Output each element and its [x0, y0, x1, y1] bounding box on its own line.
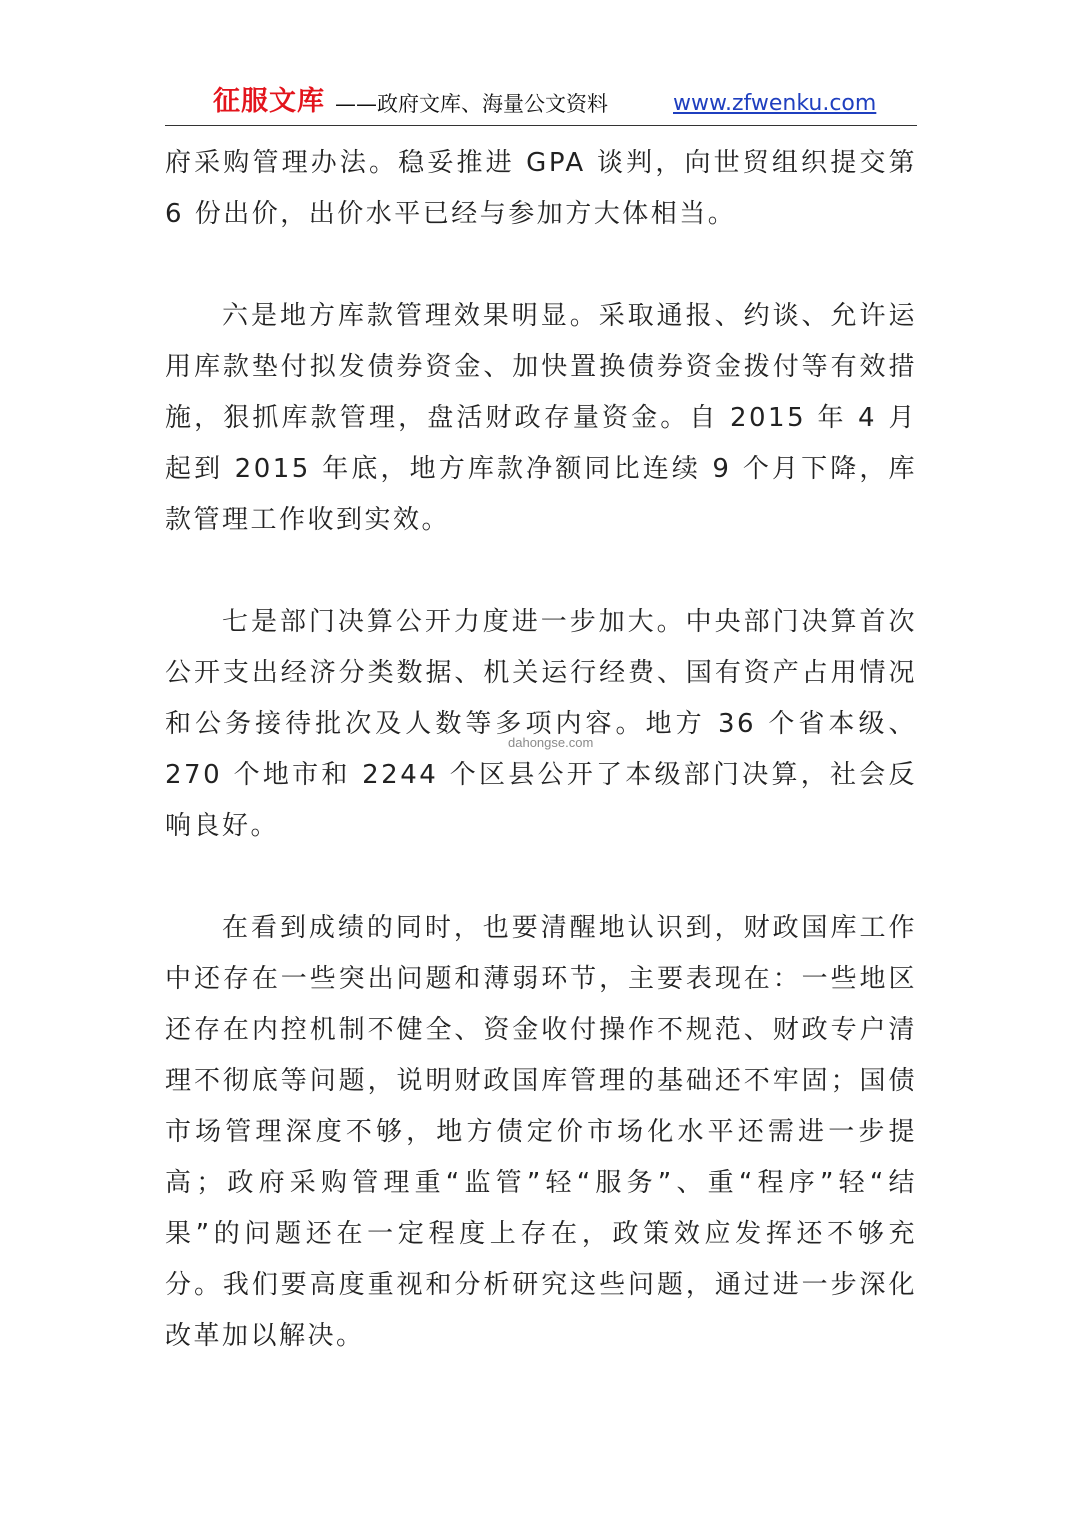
paragraph-treasury-cash: 六是地方库款管理效果明显。采取通报、约谈、允许运用库款垫付拟发债券资金、加快置换债券资金拨付等有效措施，狠抓库款管理，盘活财政存量资金。自 2015 年 4 月起到 2015 年底，地方库款净额同比连续 9 个月下降，库款管理工作收到实效。 [165, 301, 917, 535]
paragraph-problems: 在看到成绩的同时，也要清醒地认识到，财政国库工作中还存在一些突出问题和薄弱环节，主要表现在：一些地区还存在内控机制不健全、资金收付操作不规范、财政专户清理不彻底等问题，说明财政国库管理的基础还不牢固；国债市场管理深度不够，地方债定价市场化水平还需进一步提高；政府采购管理重“监管”轻“服务”、重“程序”轻“结果”的问题还在一定程度上存在，政策效应发挥还不够充分。我们要高度重视和分析研究这些问题，通过进一步深化改革加以解决。 [165, 913, 917, 1351]
paragraph-spacer [165, 546, 917, 597]
paragraph-spacer [165, 240, 917, 291]
paragraph-final-accounts: 七是部门决算公开力度进一步加大。中央部门决算首次公开支出经济分类数据、机关运行经费、国有资产占用情况和公务接待批次及人数等多项内容。地方 36 个省本级、270 个地市和 2244 个区县公开了本级部门决算，社会反响良好。 [165, 607, 917, 841]
paragraph-spacer [165, 852, 917, 903]
paragraph-continued: 府采购管理办法。稳妥推进 GPA 谈判，向世贸组织提交第 6 份出价，出价水平已经与参加方大体相当。 [165, 148, 917, 229]
document-body [165, 138, 917, 1362]
header-tagline: ——政府文库、海量公文资料 [335, 92, 608, 116]
page-header [165, 84, 917, 124]
site-url-link[interactable]: www.zfwenku.com [673, 91, 877, 116]
header-divider [165, 125, 917, 126]
watermark-text: dahongse.com [508, 735, 594, 750]
brand-logo-text: 征服文库 [213, 86, 325, 117]
